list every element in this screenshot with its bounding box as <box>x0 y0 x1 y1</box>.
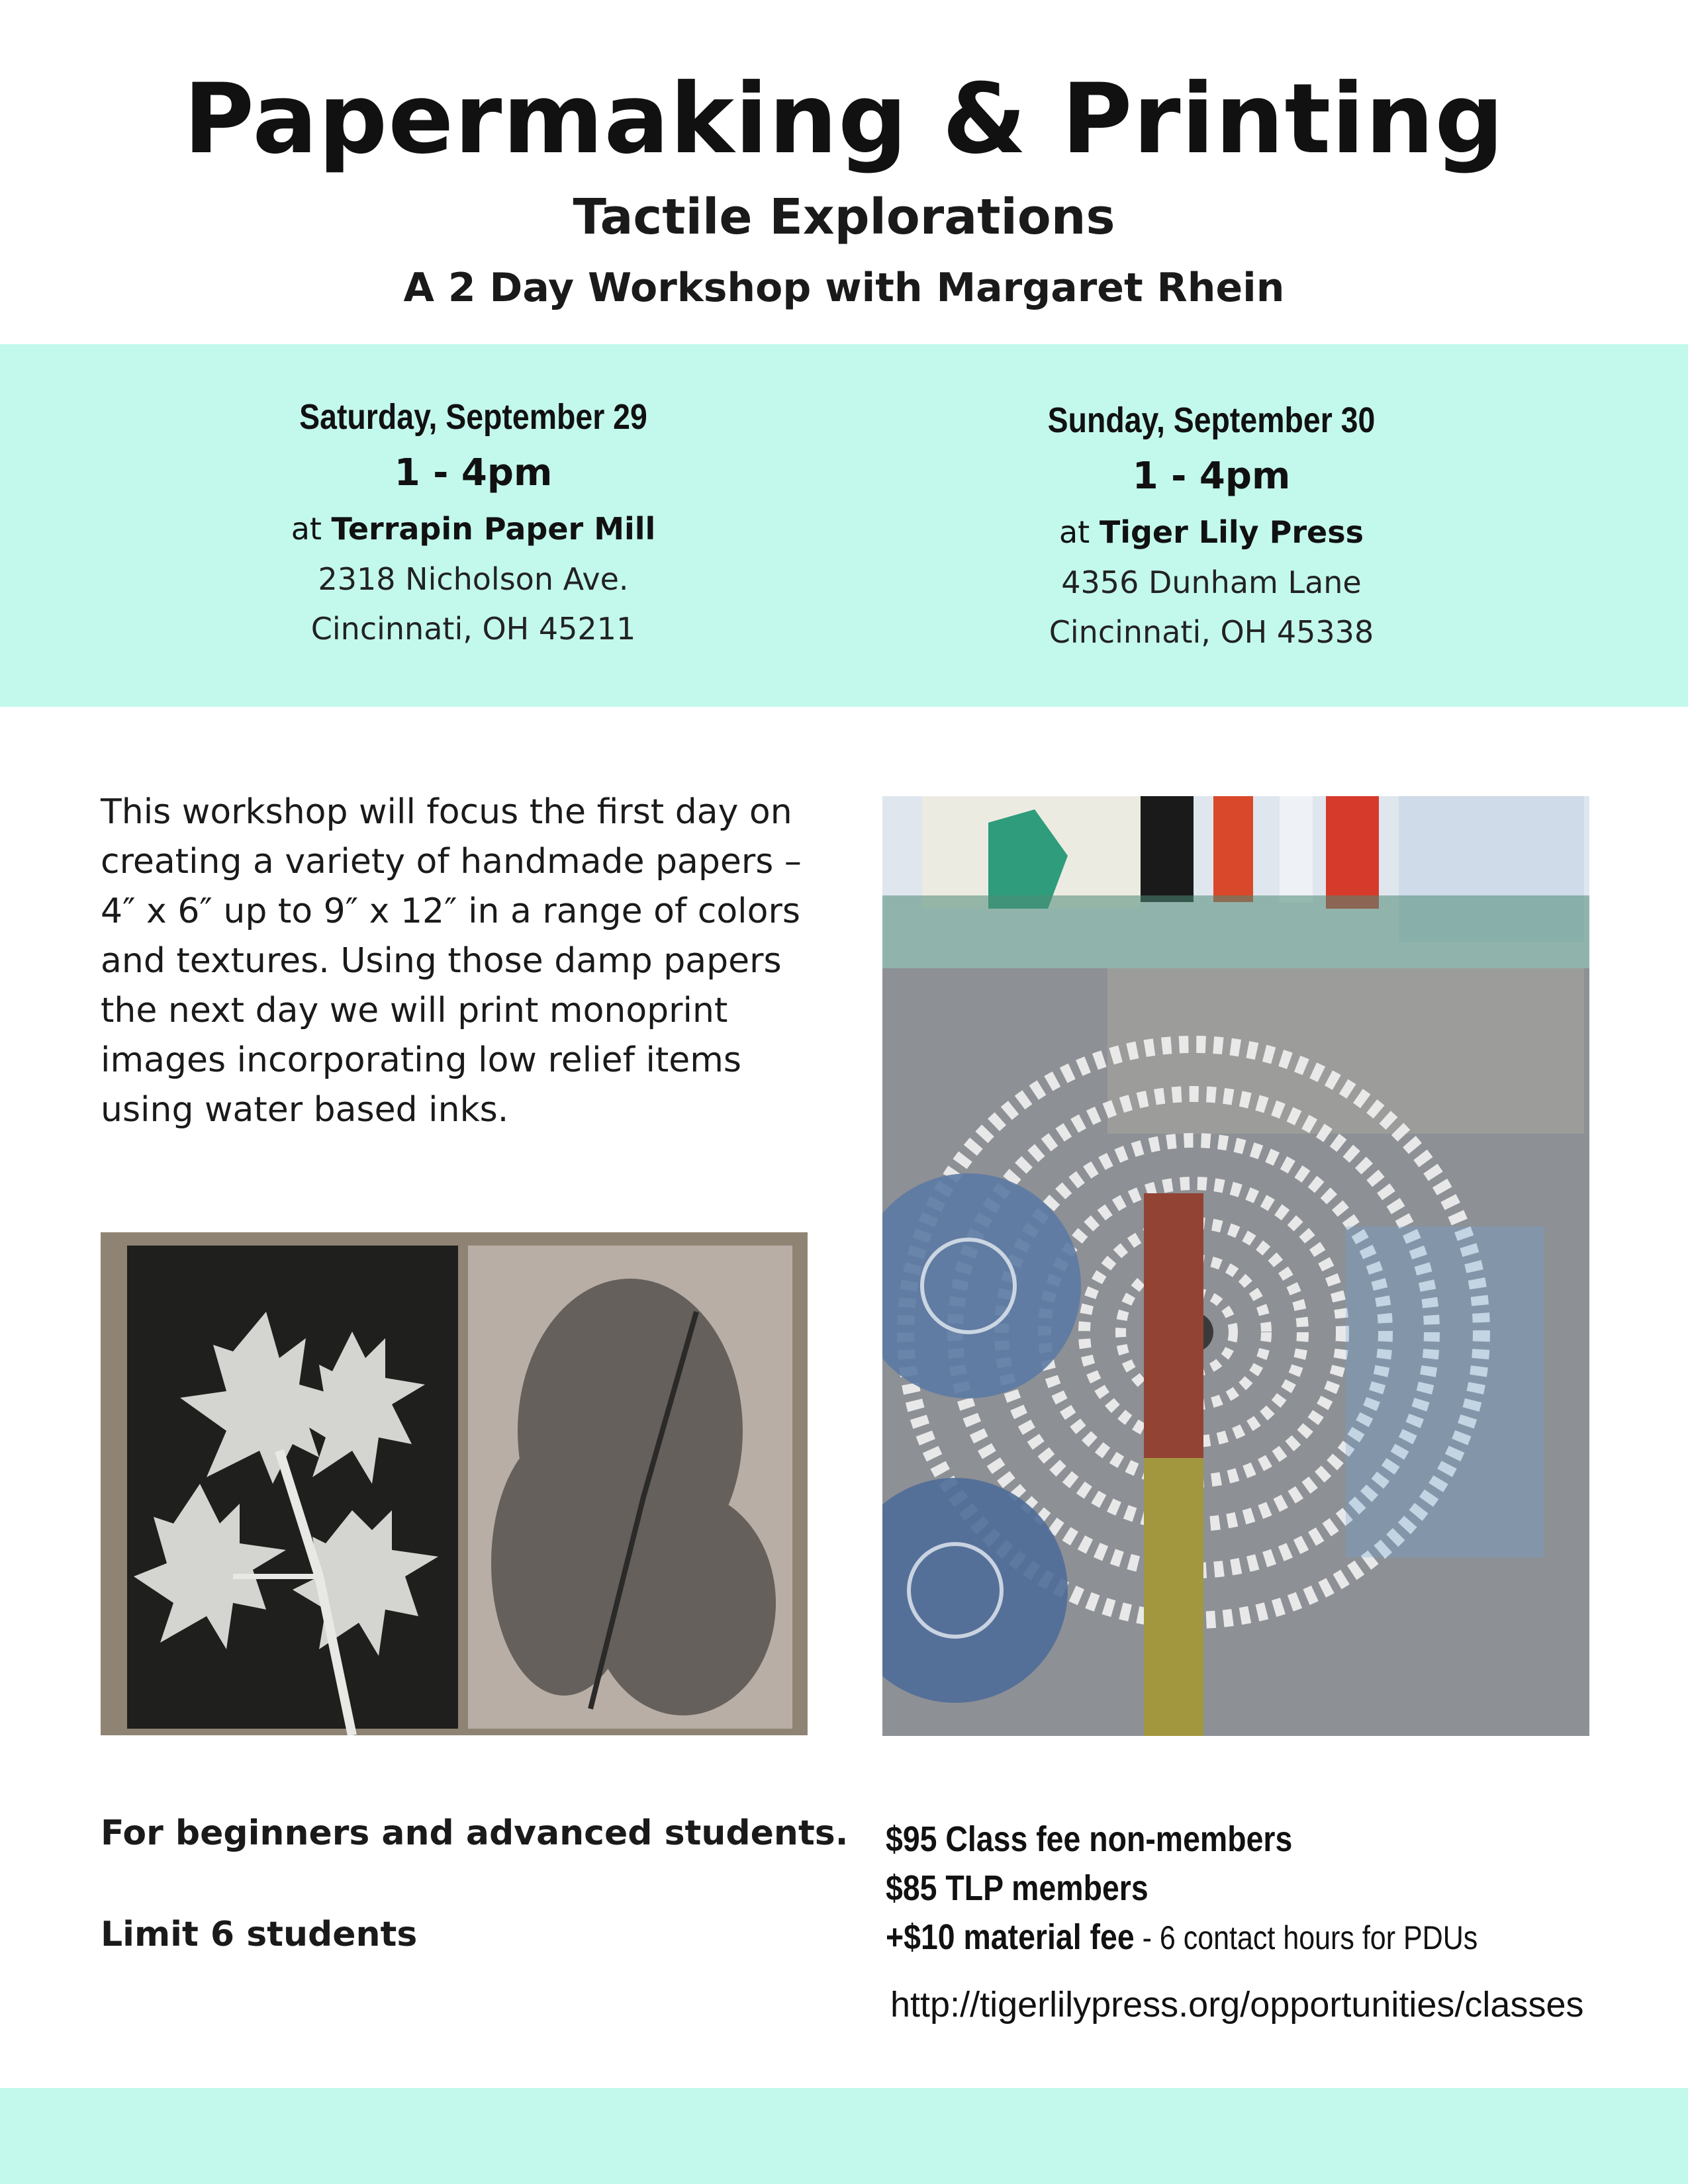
footer-band <box>0 2088 1688 2184</box>
day-1-street: 2318 Nicholson Ave. <box>318 561 629 597</box>
monoprint-artwork-photo <box>882 796 1589 1736</box>
day-2-city: Cincinnati, OH 45338 <box>1049 614 1374 650</box>
day-1-venue: Terrapin Paper Mill <box>331 511 656 547</box>
fee-material <box>886 1913 1558 1962</box>
page-title: Papermaking & Printing <box>183 63 1505 175</box>
material-fee: +$10 material fee <box>886 1917 1135 1957</box>
enrollment-limit: Limit 6 students <box>101 1915 418 1954</box>
day-1-date: Saturday, September 29 <box>299 397 647 437</box>
day-2-at: at <box>1058 514 1090 550</box>
day-2-date: Sunday, September 30 <box>1047 400 1376 440</box>
schedule-day-1 <box>109 390 837 654</box>
day-1-at: at <box>291 511 322 547</box>
workshop-tagline: A 2 Day Workshop with Margaret Rhein <box>403 265 1285 311</box>
classes-url-link[interactable]: http://tigerlilypress.org/opportunities/classes <box>890 1985 1584 2025</box>
audience-note: For beginners and advanced students. <box>101 1813 849 1853</box>
fee-members: $85 TLP members <box>886 1868 1149 1908</box>
page-subtitle: Tactile Explorations <box>573 189 1115 246</box>
day-1-city: Cincinnati, OH 45211 <box>310 611 636 647</box>
fee-list <box>886 1815 1667 1962</box>
day-2-time: 1 - 4pm <box>1132 455 1291 498</box>
day-2-venue-line <box>847 506 1575 558</box>
fee-non-members: $95 Class fee non-members <box>886 1819 1293 1859</box>
leaf-prints-photo <box>101 1232 808 1735</box>
day-2-street: 4356 Dunham Lane <box>1061 565 1362 600</box>
day-1-time: 1 - 4pm <box>394 451 553 494</box>
day-2-venue: Tiger Lily Press <box>1099 514 1364 550</box>
schedule-day-2 <box>847 394 1575 657</box>
day-1-venue-line <box>109 503 837 555</box>
material-fee-note: - 6 contact hours for PDUs <box>1134 1919 1478 1956</box>
workshop-description: This workshop will focus the first day on creating a variety of handmade papers – 4″ x 6″ up to 9″ x 12″ in a range of colors and textures. Using those damp papers the next day we will print monoprint images incorporating low relief items using water based inks. <box>101 792 802 1130</box>
